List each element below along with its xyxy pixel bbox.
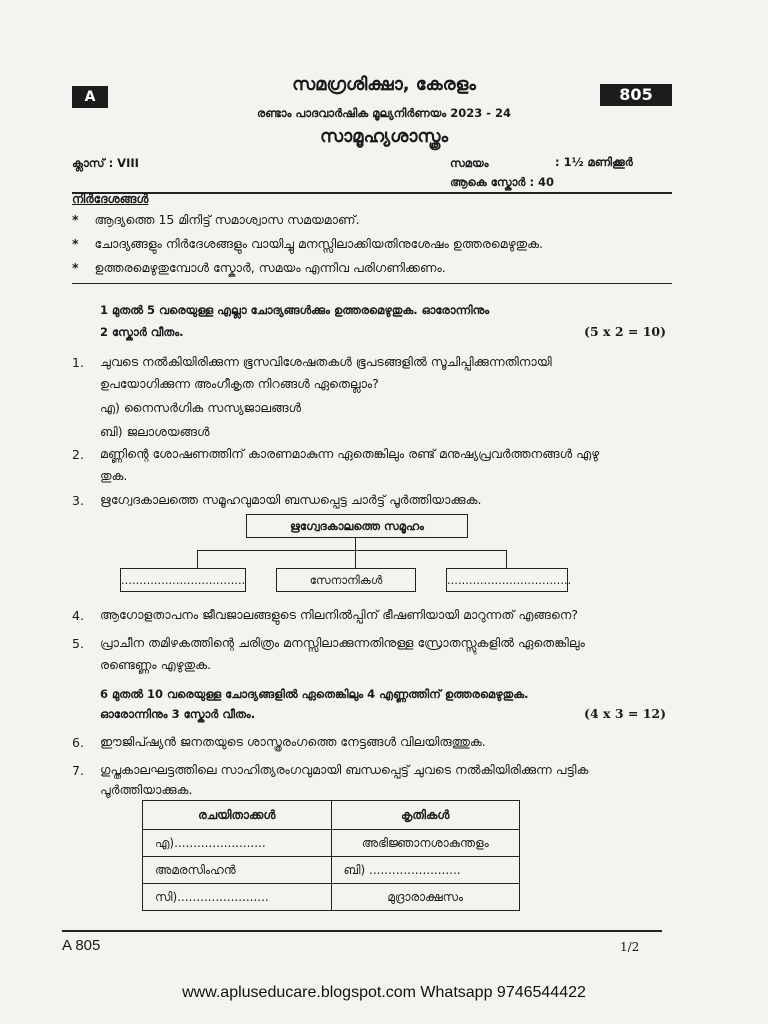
question-text: പൂർത്തിയാക്കുക. (100, 782, 193, 797)
table-cell: സി)........................ (143, 884, 332, 911)
section2-score: ഓരോന്നിനും 3 സ്കോർ വീതം. (100, 707, 256, 721)
class-label: ക്ലാസ് : VIII (72, 156, 139, 170)
table-cell: മുദ്രാരാക്ഷസം (331, 884, 520, 911)
question-text: ഗുപ്തകാലഘട്ടത്തിലെ സാഹിത്യരംഗവുമായി ബന്ധപ്പെട്ട് ചുവടെ നൽകിയിരിക്കുന്ന പട്ടിക (100, 762, 589, 777)
instruction-item: * ഉത്തരമെഴുതുമ്പോൾ സ്കോർ, സമയം എന്നിവ പരിഗണിക്കണം. (72, 260, 446, 275)
set-code-badge: A (72, 86, 108, 108)
question-number: 3. (72, 493, 84, 508)
chart-connector (506, 550, 507, 568)
time-label: സമയം (450, 156, 489, 170)
table-header-row (143, 801, 520, 830)
question-text: പ്രാചീന തമിഴകത്തിന്റെ ചരിത്രം മനസ്സിലാക്കുന്നതിനുള്ള സ്രോതസ്സുകളിൽ ഏതെങ്കിലും (100, 635, 585, 650)
question-number: 1. (72, 355, 84, 370)
bullet-icon: * (72, 212, 79, 227)
section2-instruction: 6 മുതൽ 10 വരെയുള്ള ചോദ്യങ്ങളിൽ ഏതെങ്കിലും 4 എണ്ണത്തിന് ഉത്തരമെഴുതുക. (100, 687, 529, 701)
table-cell: അമരസിംഹൻ (143, 857, 332, 884)
table-cell: അഭിജ്ഞാനശാകുന്തളം (331, 830, 520, 857)
question-text: ഋഗ്വേദകാലത്തെ സമൂഹവുമായി ബന്ധപ്പെട്ട ചാർട്ട് പൂർത്തിയാക്കുക. (100, 492, 482, 507)
watermark-url[interactable]: www.apluseducare.blogspot.com Whatsapp 9746544422 (182, 984, 586, 1001)
table-row (143, 884, 520, 911)
chart-left-box: .................................. (120, 568, 246, 592)
page-number: 1/2 (620, 940, 640, 954)
table-cell: ബി) ........................ (331, 857, 520, 884)
instructions-title: നിർദേശങ്ങൾ (72, 192, 149, 206)
authors-works-table (142, 800, 520, 911)
option-a: എ) നൈസർഗിക സസ്യജാലങ്ങൾ (100, 400, 302, 415)
organization-title: സമഗ്രശിക്ഷാ, കേരളം (292, 74, 476, 95)
section2-marks: (4 x 3 = 12) (584, 706, 666, 721)
question-text: ചുവടെ നൽകിയിരിക്കുന്ന ഭൂസവിശേഷതകൾ ഭൂപടങ്ങളിൽ സൂചിപ്പിക്കുന്നതിനായി (100, 354, 552, 369)
table-row (143, 830, 520, 857)
chart-connector (355, 537, 356, 550)
chart-right-box: .................................. (446, 568, 568, 592)
section1-marks: (5 x 2 = 10) (584, 324, 666, 339)
exam-title: രണ്ടാം പാദവാർഷിക മൂല്യനിർണയം 2023 - 24 (256, 106, 512, 120)
table-cell: എ)........................ (143, 830, 332, 857)
time-value: : 1½ മണിക്കൂർ (555, 155, 633, 169)
chart-middle-box: സേനാനികൾ (276, 568, 416, 592)
subject-title: സാമൂഹ്യശാസ്ത്രം (319, 126, 449, 147)
question-number: 2. (72, 447, 84, 462)
question-number: 6. (72, 735, 84, 750)
chart-root-box: ഋഗ്വേദകാലത്തെ സമൂഹം (246, 514, 468, 538)
question-text: ഈജിപ്ഷ്യൻ ജനതയുടെ ശാസ്ത്രരംഗത്തെ നേട്ടങ്ങൾ വിലയിരുത്തുക. (100, 734, 486, 749)
question-text: രണ്ടെണ്ണം എഴുതുക. (100, 657, 212, 672)
table-header-cell: രചയിതാക്കൾ (143, 801, 332, 830)
table-header-cell: കൃതികൾ (331, 801, 520, 830)
question-text: ഉപയോഗിക്കുന്ന അംഗീകൃത നിറങ്ങൾ ഏതെല്ലാം? (100, 376, 379, 391)
chart-connector (197, 550, 507, 551)
footer-divider (62, 930, 662, 932)
question-text: തുക. (100, 468, 128, 483)
header-divider (72, 192, 672, 194)
paper-number-badge: 805 (600, 84, 672, 106)
bullet-icon: * (72, 260, 79, 275)
footer-code: A 805 (62, 937, 101, 954)
table-row (143, 857, 520, 884)
instructions-divider (72, 283, 672, 284)
instruction-item: * ആദ്യത്തെ 15 മിനിട്ട് സമാശ്വാസ സമയമാണ്. (72, 212, 360, 227)
section1-instruction: 1 മുതൽ 5 വരെയുള്ള എല്ലാ ചോദ്യങ്ങൾക്കും ഉത്തരമെഴുതുക. ഓരോന്നിനും (100, 303, 490, 317)
bullet-icon: * (72, 236, 79, 251)
question-number: 4. (72, 608, 84, 623)
chart-connector (197, 550, 198, 568)
chart-connector (355, 550, 356, 568)
question-text: മണ്ണിന്റെ ശോഷണത്തിന് കാരണമാകുന്ന ഏതെങ്കിലും രണ്ട് മനുഷ്യപ്രവർത്തനങ്ങൾ എഴു (100, 446, 600, 461)
instruction-item: * ചോദ്യങ്ങളും നിർദേശങ്ങളും വായിച്ചു മനസ്സിലാക്കിയതിനുശേഷം ഉത്തരമെഴുതുക. (72, 236, 543, 251)
total-score: ആകെ സ്കോർ : 40 (450, 175, 555, 189)
question-number: 5. (72, 636, 84, 651)
option-b: ബി) ജലാശയങ്ങൾ (100, 424, 210, 439)
question-text: ആഗോളതാപനം ജീവജാലങ്ങളുടെ നിലനിൽപ്പിന് ഭീഷണിയായി മാറുന്നത് എങ്ങനെ? (100, 607, 578, 622)
question-number: 7. (72, 763, 84, 778)
section1-score: 2 സ്കോർ വീതം. (100, 325, 184, 339)
